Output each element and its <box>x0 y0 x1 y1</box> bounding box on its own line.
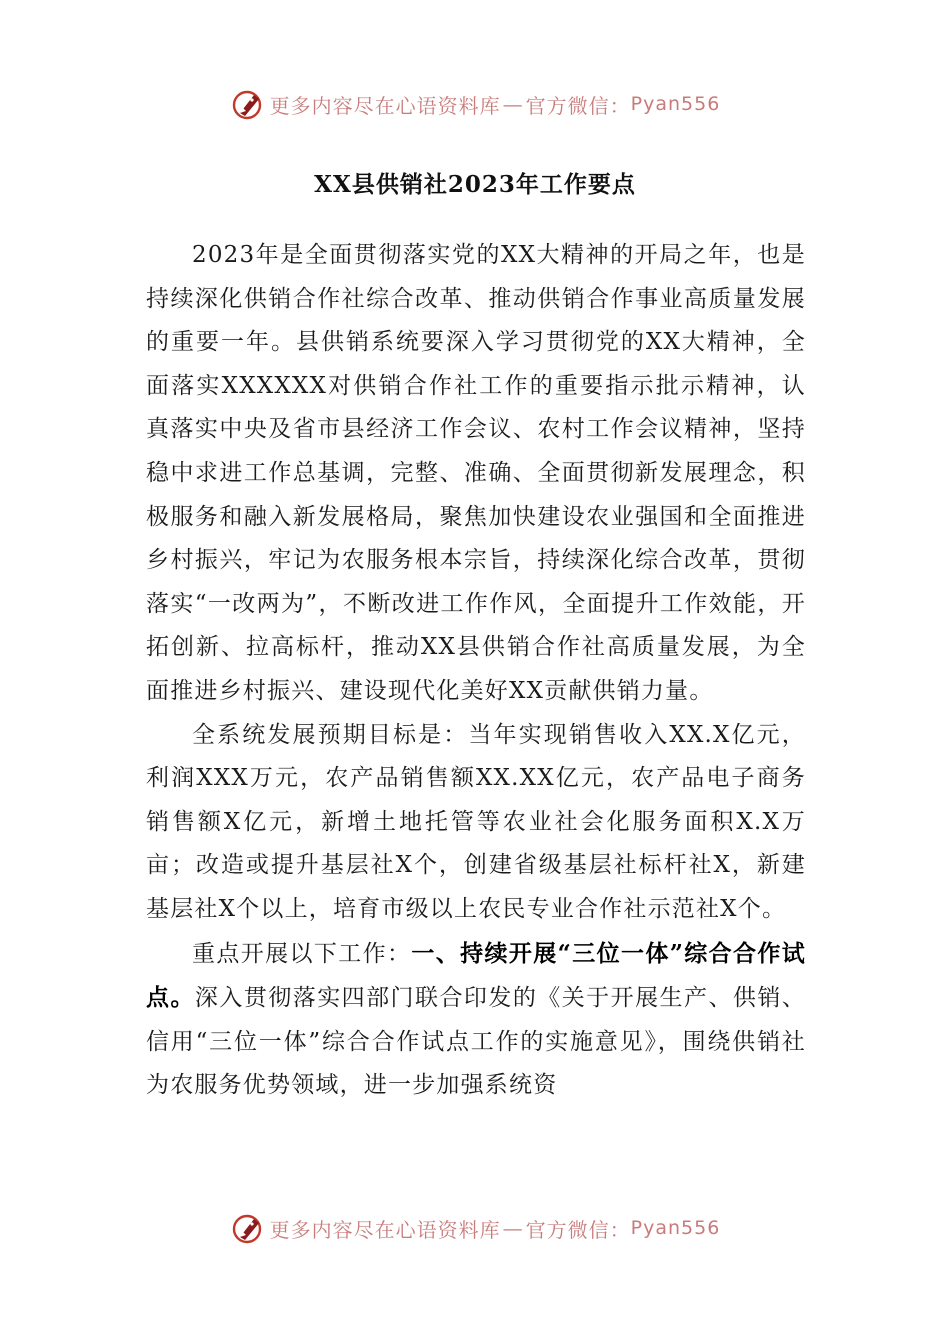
watermark-separator: — <box>502 92 524 116</box>
paragraph-section-1 <box>146 932 806 1108</box>
section-text: 深入贯彻落实四部门联合印发的《关于开展生产、供销、信用“三位一体”综合合作试点工作的实施意见》，围绕供销社为农服务优势领域，进一步加强系统资 <box>146 985 807 1099</box>
section-lead: 重点开展以下工作： <box>192 940 412 967</box>
watermark-text: 更多内容尽在心语资料库 <box>269 1217 501 1242</box>
pen-nib-circle-icon <box>230 1210 266 1246</box>
watermark-account: Pyan556 <box>630 93 721 115</box>
watermark-header <box>0 86 950 122</box>
watermark-text: 更多内容尽在心语资料库 <box>269 93 501 118</box>
watermark-label: 官方微信： <box>525 1217 631 1242</box>
section-heading: 一、持续开展“三位一体”综合合作试点。 <box>146 939 806 1012</box>
pen-nib-circle-icon <box>230 86 266 122</box>
watermark-label: 官方微信： <box>525 93 631 118</box>
watermark-separator: — <box>502 1216 524 1240</box>
document-body <box>146 234 806 1108</box>
document-title: XX县供销社2023年工作要点 <box>314 171 636 198</box>
paragraph-intro: 2023年是全面贯彻落实党的XX大精神的开局之年，也是持续深化供销合作社综合改革、推动供销合作事业高质量发展的重要一年。县供销系统要深入学习贯彻党的XX大精神，全面落实XXXXXX对供销合作社工作的重要指示批示精神，认真落实中央及省市县经济工作会议、农村工作会议精神，坚持稳中求进工作总基调，完整、准确、全面贯彻新发展理念，积极服务和融入新发展格局，聚焦加快建设农业强国和全面推进乡村振兴，牢记为农服务根本宗旨，持续深化综合改革，贯彻落实“一改两为”，不断改进工作作风，全面提升工作效能，开拓创新、拉高标杆，推动XX县供销合作社高质量发展，为全面推进乡村振兴、建设现代化美好XX贡献供销力量。 <box>146 242 806 704</box>
watermark-account: Pyan556 <box>630 1217 721 1239</box>
watermark-footer <box>0 1210 950 1246</box>
paragraph-targets: 全系统发展预期目标是：当年实现销售收入XX.X亿元，利润XXX万元，农产品销售额XX.XX亿元，农产品电子商务销售额X亿元，新增土地托管等农业社会化服务面积X.X万亩；改造或提升基层社X个，创建省级基层社标杆社X，新建基层社X个以上，培育市级以上农民专业合作社示范社X个。 <box>146 721 806 922</box>
